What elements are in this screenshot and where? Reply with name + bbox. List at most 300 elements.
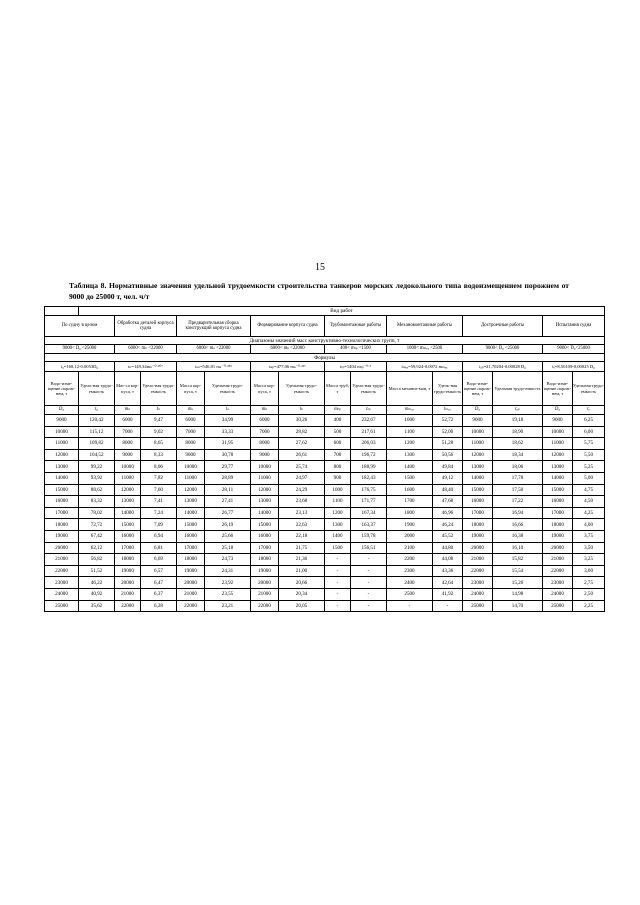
table-cell: 21,36: [279, 554, 325, 566]
table-cell: 2,50: [573, 588, 605, 600]
formula-cell: t₀=168,12-0,0053D₀: [45, 362, 115, 372]
table-cell: 17,50: [493, 484, 543, 496]
table-cell: 171,77: [351, 496, 387, 508]
table-cell: 22000: [463, 565, 493, 577]
table-cell: 13000: [463, 461, 493, 473]
group-header: Обработка деталей корпуса судна: [115, 316, 177, 337]
table-cell: 46,24: [433, 519, 463, 531]
table-row: [45, 600, 605, 612]
table-cell: 5,75: [573, 438, 605, 450]
column-symbol: D₀: [463, 406, 493, 415]
table-cell: 22000: [115, 600, 141, 612]
table-cell: 78,02: [79, 507, 115, 519]
header-vid-rabot: Вид работ: [79, 307, 605, 316]
table-cell: 3,75: [573, 530, 605, 542]
table-cell: 6,69: [141, 554, 177, 566]
table-cell: 23,68: [279, 496, 325, 508]
table-cell: 17000: [45, 507, 79, 519]
table-cell: 51,52: [79, 565, 115, 577]
range-cell: 400< mₜₚ <1500: [325, 345, 387, 354]
table-cell: 33,33: [205, 426, 251, 438]
table-cell: 20000: [45, 542, 79, 554]
table-cell: 72,72: [79, 519, 115, 531]
table-cell: 4,75: [573, 484, 605, 496]
table-cell: 10000: [177, 461, 205, 473]
table-row: [45, 426, 605, 438]
table-row: [45, 461, 605, 473]
table-cell: 21,00: [279, 565, 325, 577]
table-cell: 14000: [251, 507, 279, 519]
table-cell: 1500: [325, 542, 351, 554]
table-cell: 12000: [115, 484, 141, 496]
table-cell: 15000: [543, 484, 573, 496]
table-cell: 8000: [251, 438, 279, 450]
table-cell: 188,99: [351, 461, 387, 473]
group-header: Механомонтажные работы: [387, 316, 463, 337]
table-row: [45, 565, 605, 577]
table-cell: 28,11: [205, 484, 251, 496]
table-cell: 49,12: [433, 472, 463, 484]
table-cell: 2,75: [573, 577, 605, 589]
range-cell: 9000< D₀ <25000: [45, 345, 115, 354]
table-cell: 2200: [387, 554, 433, 566]
column-symbol: t₀: [79, 406, 115, 415]
table-cell: 11000: [45, 438, 79, 450]
table-cell: 12000: [45, 449, 79, 461]
table-cell: 56,82: [79, 554, 115, 566]
table-row: [45, 530, 605, 542]
table-cell: 21000: [543, 554, 573, 566]
table-cell: 25,74: [279, 461, 325, 473]
table-cell: 8,06: [141, 461, 177, 473]
table-cell: 30,26: [279, 415, 325, 427]
table-cell: 30,78: [205, 449, 251, 461]
table-cell: -: [351, 577, 387, 589]
column-symbol: tₙ: [141, 406, 177, 415]
table-cell: 196,72: [351, 449, 387, 461]
table-cell: 3,50: [573, 542, 605, 554]
table-cell: 7,60: [141, 484, 177, 496]
table-cell: 2,25: [573, 600, 605, 612]
table-cell: 800: [325, 461, 351, 473]
table-cell: 156,51: [351, 542, 387, 554]
norms-table: [44, 306, 605, 612]
table-cell: 24,31: [205, 565, 251, 577]
table-cell: 17000: [251, 542, 279, 554]
table-cell: 6,28: [141, 600, 177, 612]
table-cell: 8000: [115, 438, 141, 450]
table-cell: 10000: [115, 461, 141, 473]
table-cell: 16,38: [493, 530, 543, 542]
table-cell: 83,32: [79, 496, 115, 508]
table-cell: 23,55: [205, 588, 251, 600]
table-cell: 21,75: [279, 542, 325, 554]
table-row: [45, 507, 605, 519]
formula-cell: tₘₑₓ=59,924-0,0072 mₘₑₓ: [387, 362, 463, 372]
table-cell: 20000: [463, 542, 493, 554]
group-header: Трубомонтажные работы: [325, 316, 387, 337]
table-cell: 16000: [543, 496, 573, 508]
table-cell: -: [325, 577, 351, 589]
table-cell: -: [351, 565, 387, 577]
table-cell: 7,24: [141, 507, 177, 519]
table-cell: 10000: [251, 461, 279, 473]
table-cell: 1400: [325, 530, 351, 542]
table-cell: 9,02: [141, 426, 177, 438]
table-cell: 15000: [251, 519, 279, 531]
table-cell: 21000: [115, 588, 141, 600]
column-symbol: mₖ: [251, 406, 279, 415]
table-cell: 14000: [45, 472, 79, 484]
table-cell: 18,62: [493, 438, 543, 450]
norms-table-container: [44, 306, 604, 612]
table-cell: 104,52: [79, 449, 115, 461]
table-cell: 23,13: [279, 507, 325, 519]
table-cell: 1200: [325, 507, 351, 519]
table-cell: 14000: [177, 507, 205, 519]
table-cell: 17000: [543, 507, 573, 519]
table-row: [45, 438, 605, 450]
table-cell: 27,41: [205, 496, 251, 508]
table-cell: 14000: [463, 472, 493, 484]
table-cell: 44,08: [433, 554, 463, 566]
table-cell: 1000: [387, 415, 433, 427]
column-subheader: Водо-изме-щение порож-нем, т: [45, 372, 79, 406]
table-cell: 21000: [251, 588, 279, 600]
table-cell: 900: [325, 472, 351, 484]
table-cell: 2300: [387, 565, 433, 577]
table-cell: 18000: [115, 554, 141, 566]
table-cell: -: [433, 600, 463, 612]
table-cell: 3,00: [573, 565, 605, 577]
table-cell: 31,95: [205, 438, 251, 450]
column-symbol: tₜₚ: [351, 406, 387, 415]
table-cell: 23000: [543, 577, 573, 589]
formula-cell: tₐₚ=21,70204-0,00028 D₀: [463, 362, 543, 372]
table-cell: 217,61: [351, 426, 387, 438]
table-cell: -: [325, 600, 351, 612]
column-symbol: mₙ: [115, 406, 141, 415]
table-cell: 46,96: [433, 507, 463, 519]
table-cell: 6000: [115, 415, 141, 427]
table-cell: 182,43: [351, 472, 387, 484]
table-cell: -: [351, 554, 387, 566]
table-cell: 11000: [251, 472, 279, 484]
table-cell: 24000: [543, 588, 573, 600]
table-cell: 115,12: [79, 426, 115, 438]
column-subheader: Водо-изме-щение порож-нем, т: [463, 372, 493, 406]
group-header: Достроечные работы: [463, 316, 543, 337]
table-cell: 44,80: [433, 542, 463, 554]
table-cell: 9000: [543, 415, 573, 427]
table-cell: 18,06: [493, 461, 543, 473]
table-cell: 1700: [387, 496, 433, 508]
table-cell: 6,94: [141, 530, 177, 542]
table-row: [45, 484, 605, 496]
table-cell: 25,18: [205, 542, 251, 554]
table-cell: 11000: [463, 438, 493, 450]
column-symbol: tₛ: [205, 406, 251, 415]
table-cell: 15,54: [493, 565, 543, 577]
table-cell: 16000: [251, 530, 279, 542]
column-subheader: Удельная трудо-емкость: [279, 372, 325, 406]
page-number: 15: [315, 262, 325, 273]
table-cell: 10000: [45, 426, 79, 438]
table-cell: 400: [325, 415, 351, 427]
table-cell: 26,77: [205, 507, 251, 519]
table-cell: 5,50: [573, 449, 605, 461]
column-subheader: Удель-ная трудо-емкость: [433, 372, 463, 406]
column-subheader: Масса труб, т: [325, 372, 351, 406]
table-cell: 28,89: [205, 472, 251, 484]
table-row: [45, 449, 605, 461]
table-cell: 9000: [251, 449, 279, 461]
table-cell: 6,00: [573, 426, 605, 438]
table-cell: 16000: [177, 530, 205, 542]
table-cell: 7000: [115, 426, 141, 438]
table-cell: 1300: [387, 449, 433, 461]
column-subheader: Масса кор-пуса, т: [177, 372, 205, 406]
table-cell: 7000: [177, 426, 205, 438]
column-subheader: Удельная трудо-емкость: [493, 372, 543, 406]
table-cell: 16000: [115, 530, 141, 542]
table-cell: 1600: [387, 484, 433, 496]
table-cell: 50,56: [433, 449, 463, 461]
table-cell: 19000: [463, 530, 493, 542]
table-cell: 4,25: [573, 507, 605, 519]
column-subheader: Удель-ная трудо-емкость: [79, 372, 115, 406]
table-cell: 15000: [45, 484, 79, 496]
table-cell: 19000: [543, 530, 573, 542]
table-cell: 1100: [387, 426, 433, 438]
table-cell: 6,81: [141, 542, 177, 554]
table-cell: 12000: [463, 449, 493, 461]
table-row: [45, 554, 605, 566]
table-cell: 47,68: [433, 496, 463, 508]
table-row: [45, 588, 605, 600]
table-cell: 18000: [463, 519, 493, 531]
table-cell: 4,50: [573, 496, 605, 508]
table-cell: 20,05: [279, 600, 325, 612]
table-cell: 9000: [463, 415, 493, 427]
table-cell: 21000: [177, 588, 205, 600]
table-cell: 7,41: [141, 496, 177, 508]
table-cell: 13000: [543, 461, 573, 473]
table-cell: 45,52: [433, 530, 463, 542]
column-symbol: mₛ: [177, 406, 205, 415]
table-cell: 5,25: [573, 461, 605, 473]
table-cell: 24000: [45, 588, 79, 600]
table-cell: 1300: [325, 519, 351, 531]
column-subheader: Удель-ная трудо-емкость: [351, 372, 387, 406]
range-cell: 6000< mₛ <22000: [177, 345, 251, 354]
table-cell: -: [325, 565, 351, 577]
table-cell: 10000: [543, 426, 573, 438]
table-row: [45, 496, 605, 508]
table-cell: 18000: [45, 519, 79, 531]
table-cell: 9,47: [141, 415, 177, 427]
table-cell: 176,75: [351, 484, 387, 496]
table-cell: 49,84: [433, 461, 463, 473]
table-cell: 7000: [251, 426, 279, 438]
table-cell: 15000: [463, 484, 493, 496]
range-cell: 9000< D₀ <25000: [463, 345, 543, 354]
column-symbol: mₘₑₓ: [387, 406, 433, 415]
table-cell: 10000: [463, 426, 493, 438]
table-cell: 13000: [45, 461, 79, 473]
table-cell: 5,00: [573, 472, 605, 484]
column-subheader: Масса механиз-мов, т: [387, 372, 433, 406]
table-cell: 25000: [463, 600, 493, 612]
table-cell: 14,98: [493, 588, 543, 600]
table-cell: 13000: [177, 496, 205, 508]
table-cell: 41,92: [433, 588, 463, 600]
table-cell: 600: [325, 438, 351, 450]
table-cell: 27,62: [279, 438, 325, 450]
table-cell: 2100: [387, 542, 433, 554]
table-cell: 4,00: [573, 519, 605, 531]
table-cell: 16,10: [493, 542, 543, 554]
table-row: [45, 472, 605, 484]
table-cell: 26,61: [279, 449, 325, 461]
table-cell: 28,82: [279, 426, 325, 438]
column-subheader: Мас-са кор-пуса, т: [115, 372, 141, 406]
column-symbol: D₀: [45, 406, 79, 415]
table-cell: 52,00: [433, 426, 463, 438]
table-cell: 1400: [387, 461, 433, 473]
table-cell: 1900: [387, 519, 433, 531]
column-symbol: D₀: [543, 406, 573, 415]
table-cell: 1100: [325, 496, 351, 508]
table-cell: 11000: [543, 438, 573, 450]
table-cell: 20000: [543, 542, 573, 554]
table-cell: 19000: [115, 565, 141, 577]
table-cell: 15000: [177, 519, 205, 531]
table-cell: 23000: [45, 577, 79, 589]
table-cell: 9000: [45, 415, 79, 427]
table-cell: 20000: [177, 577, 205, 589]
table-cell: 24,73: [205, 554, 251, 566]
table-cell: 6,25: [573, 415, 605, 427]
formula-cell: tₑ=8,50109-0,00025 D₀: [543, 362, 605, 372]
table-cell: 22000: [251, 600, 279, 612]
table-cell: 20000: [251, 577, 279, 589]
table-cell: 25000: [45, 600, 79, 612]
table-cell: -: [351, 588, 387, 600]
table-cell: 62,12: [79, 542, 115, 554]
column-symbol: tₑ: [573, 406, 605, 415]
table-cell: 43,36: [433, 565, 463, 577]
table-row: [45, 542, 605, 554]
table-cell: 20000: [115, 577, 141, 589]
table-cell: 29,77: [205, 461, 251, 473]
formula-cell: tₙ=149,34mₙ⁻⁰·³⁰⁷: [115, 362, 177, 372]
table-row: [45, 577, 605, 589]
table-cell: 15000: [115, 519, 141, 531]
table-cell: 17000: [463, 507, 493, 519]
table-cell: 17000: [115, 542, 141, 554]
table-cell: 24000: [463, 588, 493, 600]
table-cell: 16,94: [493, 507, 543, 519]
table-cell: 8,33: [141, 449, 177, 461]
table-cell: 18,34: [493, 449, 543, 461]
table-cell: 8,65: [141, 438, 177, 450]
table-cell: 19000: [45, 530, 79, 542]
formulas-title: Формулы: [45, 354, 605, 362]
range-cell: 1000< mₘₑₓ <2500: [387, 345, 463, 354]
table-cell: 17000: [177, 542, 205, 554]
table-cell: 17,22: [493, 496, 543, 508]
table-cell: 12000: [177, 484, 205, 496]
table-cell: 11000: [177, 472, 205, 484]
column-symbol: tₖ: [279, 406, 325, 415]
table-cell: 22,63: [279, 519, 325, 531]
table-cell: 1200: [387, 438, 433, 450]
table-cell: 25,66: [205, 530, 251, 542]
table-cell: 14,70: [493, 600, 543, 612]
table-cell: 23,21: [205, 600, 251, 612]
table-cell: 2000: [387, 530, 433, 542]
table-cell: 18000: [543, 519, 573, 531]
table-cell: 23,92: [205, 577, 251, 589]
table-cell: 21000: [463, 554, 493, 566]
table-cell: 14000: [115, 507, 141, 519]
group-header: Предварительная сборка конструкций корпуса судна: [177, 316, 251, 337]
range-cell: 9000< D₀<25000: [543, 345, 605, 354]
table-cell: 9000: [177, 449, 205, 461]
table-cell: 11000: [115, 472, 141, 484]
column-symbol: mₜₚ: [325, 406, 351, 415]
column-subheader: Водо-изме-щение порож-нем, т: [543, 372, 573, 406]
table-cell: 2500: [387, 588, 433, 600]
table-cell: 159,78: [351, 530, 387, 542]
table-cell: 232,67: [351, 415, 387, 427]
table-cell: 3,25: [573, 554, 605, 566]
table-cell: 35,62: [79, 600, 115, 612]
table-cell: 24,29: [279, 484, 325, 496]
table-cell: 67,42: [79, 530, 115, 542]
table-cell: 19000: [177, 565, 205, 577]
table-cell: 15,26: [493, 577, 543, 589]
table-cell: 9000: [115, 449, 141, 461]
table-cell: 109,82: [79, 438, 115, 450]
table-cell: 20,34: [279, 588, 325, 600]
table-cell: 6000: [251, 415, 279, 427]
table-cell: 12000: [543, 449, 573, 461]
column-subheader: Масса кор-пуса, т: [251, 372, 279, 406]
table-cell: 51,28: [433, 438, 463, 450]
group-header: Испытания судна: [543, 316, 605, 337]
table-cell: 22000: [45, 565, 79, 577]
column-subheader: Удель-ная трудо-емкость: [141, 372, 177, 406]
table-cell: 25000: [543, 600, 573, 612]
table-cell: 6000: [177, 415, 205, 427]
table-cell: 42,64: [433, 577, 463, 589]
table-caption: Таблица 8. Нормативные значения удельной трудоемкости строительства танкеров морских ледокольного типа водоизмещением порожнем от 9000 до 25000 т, чел. ч/т: [69, 281, 569, 301]
table-cell: 2400: [387, 577, 433, 589]
group-header: По судну в целом: [45, 316, 115, 337]
table-cell: 24,97: [279, 472, 325, 484]
table-cell: 19000: [251, 565, 279, 577]
table-cell: 34,99: [205, 415, 251, 427]
table-cell: 1800: [387, 507, 433, 519]
table-cell: 99,22: [79, 461, 115, 473]
table-cell: 23000: [463, 577, 493, 589]
column-subheader: Удельная трудо-емкость: [205, 372, 251, 406]
table-cell: -: [325, 588, 351, 600]
table-cell: 93,92: [79, 472, 115, 484]
table-cell: 18,90: [493, 426, 543, 438]
